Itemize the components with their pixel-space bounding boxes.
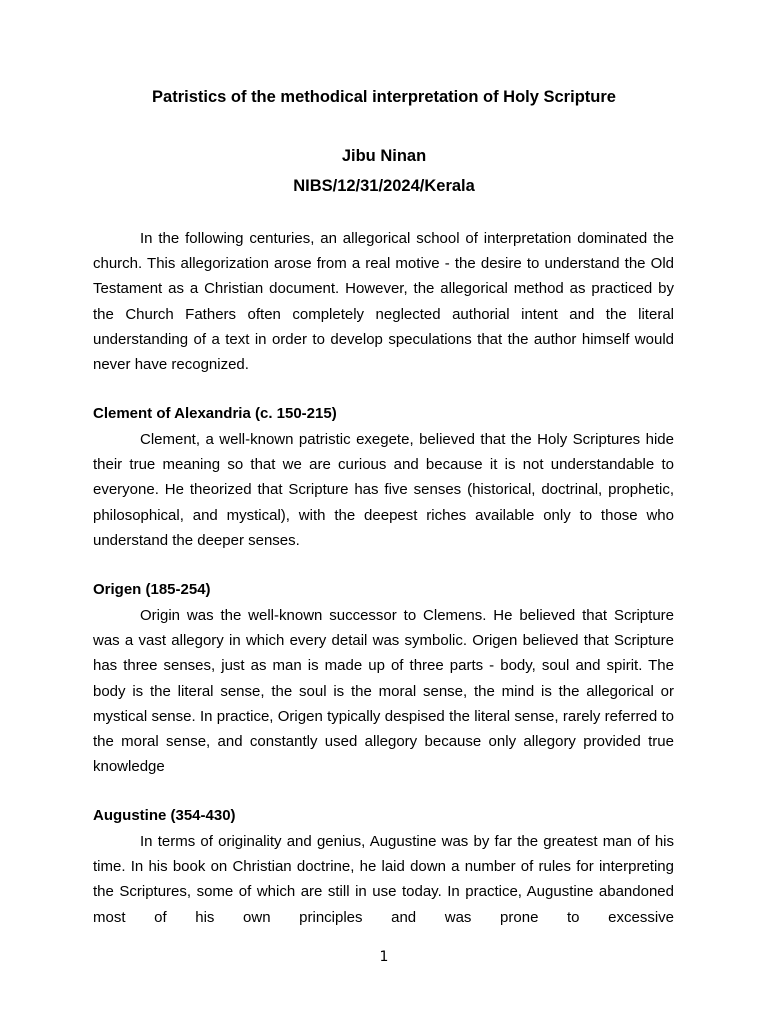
document-title: Patristics of the methodical interpretation of Holy Scripture — [152, 88, 616, 106]
section-body-clement: Clement, a well-known patristic exegete, believed that the Holy Scriptures hide their true meaning so that we are curious and because it is not understandable to everyone. He theorized that Scripture has five senses (historical, doctrinal, prophetic, philosophical, and mystical), with the deepest riches available only to those who understand the deeper senses. — [93, 431, 674, 549]
page-number: 1 — [379, 949, 389, 965]
section-body-origen: Origin was the well-known successor to Clemens. He believed that Scripture was a vast allegory in which every detail was symbolic. Origen believed that Scripture has three senses, just as man is made up of three parts - body, soul and spirit. The body is the literal sense, the soul is the moral sense, the mind is the allegorical or mystical sense. In practice, Origen typically despised the literal sense, rarely referred to the moral sense, and constantly used allegory because only allegory provided true knowledge — [93, 607, 674, 776]
section-heading-augustine: Augustine (354-430) — [93, 807, 236, 824]
intro-paragraph: In the following centuries, an allegorical school of interpretation dominated the church. This allegorization arose from a real motive - the desire to understand the Old Testament as a Christian document. However, the allegorical method as practiced by the Church Fathers often completely neglected authorial intent and the literal understanding of a text in order to develop speculations that the author himself would never have recognized. — [93, 230, 674, 374]
document-reference: NIBS/12/31/2024/Kerala — [293, 177, 475, 195]
section-body-augustine: In terms of originality and genius, Augustine was by far the greatest man of his time. In his book on Christian doctrine, he laid down a number of rules for interpreting the Scriptures, some of which are still in use today. In practice, Augustine abandoned most of his own principles and was prone to excessive — [93, 833, 674, 926]
author-name: Jibu Ninan — [341, 147, 427, 165]
section-heading-clement: Clement of Alexandria (c. 150-215) — [93, 405, 337, 422]
section-heading-origen: Origen (185-254) — [93, 581, 211, 598]
